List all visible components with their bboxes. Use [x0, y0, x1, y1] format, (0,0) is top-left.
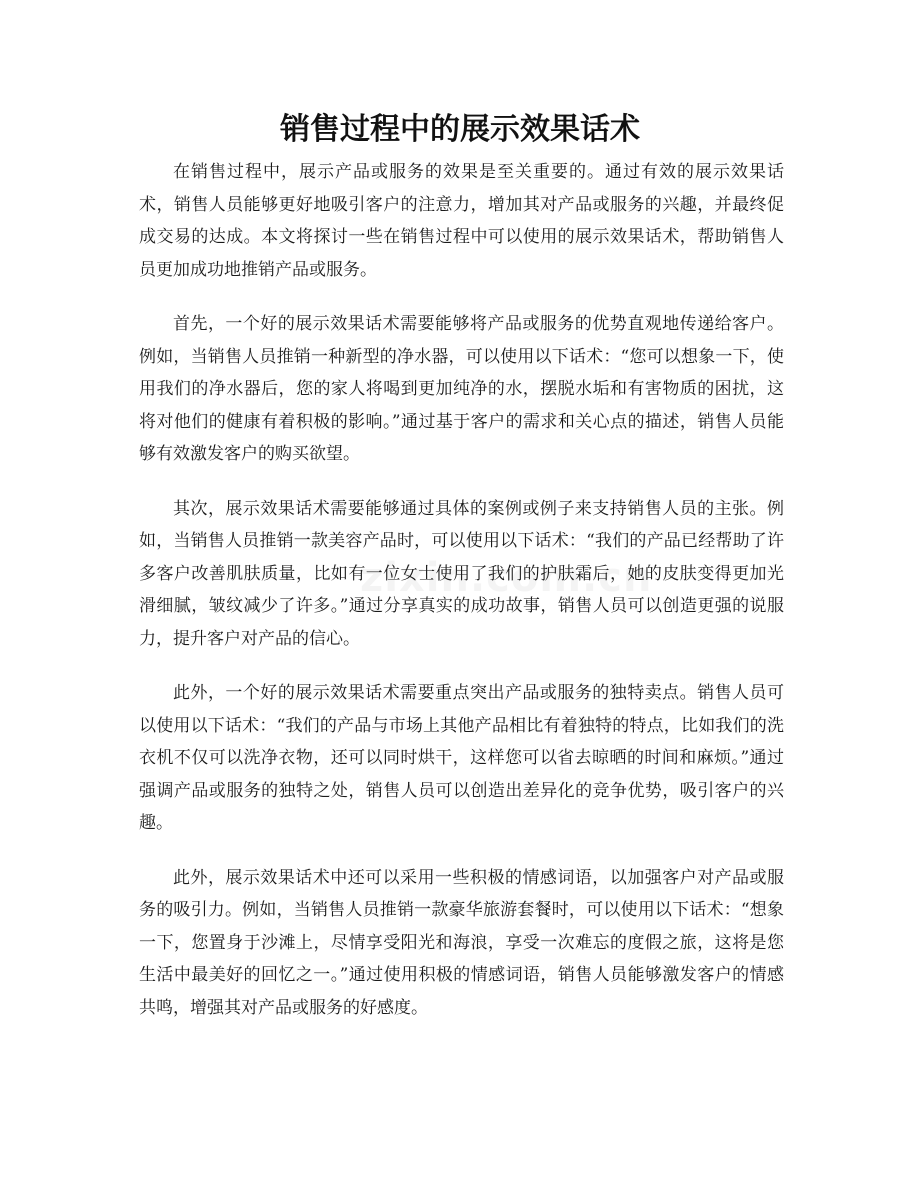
paragraph-intro: 在销售过程中，展示产品或服务的效果是至关重要的。通过有效的展示效果话术，销售人员能够更好地吸引客户的注意力，增加其对产品或服务的兴趣，并最终促成交易的达成。本文将探讨一些在销售过程中可以使用的展示效果话术，帮助销售人员更加成功地推销产品或服务。: [139, 162, 784, 280]
paragraph-third-point: 此外，一个好的展示效果话术需要重点突出产品或服务的独特卖点。销售人员可以使用以下话术：“我们的产品与市场上其他产品相比有着独特的特点，比如我们的洗衣机不仅可以洗净衣物，还可以同时烘干，这样您可以省去晾晒的时间和麻烦。”通过强调产品或服务的独特之处，销售人员可以创造出差异化的竞争优势，吸引客户的兴趣。: [139, 683, 784, 833]
paragraph-second-point: 其次，展示效果话术需要能够通过具体的案例或例子来支持销售人员的主张。例如，当销售人员推销一款美容产品时，可以使用以下话术：“我们的产品已经帮助了许多客户改善肌肤质量，比如有一位女士使用了我们的护肤霜后，她的皮肤变得更加光滑细腻，皱纹减少了许多。”通过分享真实的成功故事，销售人员可以创造更强的说服力，提升客户对产品的信心。: [139, 498, 784, 649]
document-title: 销售过程中的展示效果话术: [280, 112, 640, 147]
paragraph-first-point: 首先，一个好的展示效果话术需要能够将产品或服务的优势直观地传递给客户。例如，当销售人员推销一种新型的净水器，可以使用以下话术：“您可以想象一下，使用我们的净水器后，您的家人将喝到更加纯净的水，摆脱水垢和有害物质的困扰，这将对他们的健康有着积极的影响。”通过基于客户的需求和关心点的描述，销售人员能够有效激发客户的购买欲望。: [139, 314, 784, 464]
paragraph-fourth-point: 此外，展示效果话术中还可以采用一些积极的情感词语，以加强客户对产品或服务的吸引力。例如，当销售人员推销一款豪华旅游套餐时，可以使用以下话术：“想象一下，您置身于沙滩上，尽情享受阳光和海浪，享受一次难忘的度假之旅，这将是您生活中最美好的回忆之一。”通过使用积极的情感词语，销售人员能够激发客户的情感共鸣，增强其对产品或服务的好感度。: [139, 867, 784, 1018]
document-body: [139, 156, 784, 1046]
